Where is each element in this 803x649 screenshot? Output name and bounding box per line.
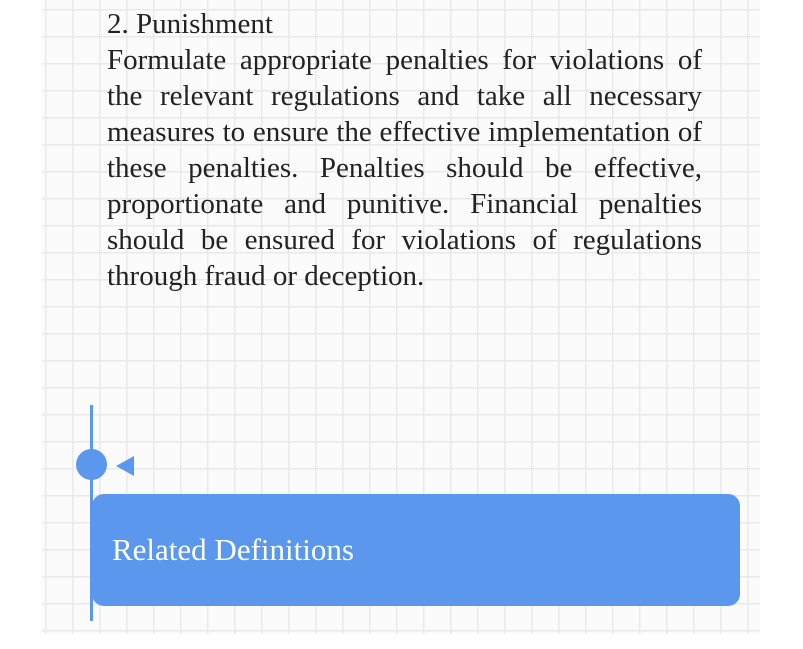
section-body-text: Formulate appropriate penalties for violations of the relevant regulations and take all necessary measures to ensure the effective implementation of these penalties. Penalties should be effective, proportionate and punitive. Financial penalties should be ensured for violations of regulations through fraud or deception.	[107, 44, 702, 292]
related-definitions-button[interactable]	[92, 494, 740, 606]
related-definitions-label: Related Definitions	[112, 532, 354, 567]
circle-dot-icon	[76, 449, 107, 480]
triangle-left-icon	[116, 456, 134, 476]
section-title: 2. Punishment	[107, 8, 273, 40]
punishment-section	[107, 6, 702, 294]
